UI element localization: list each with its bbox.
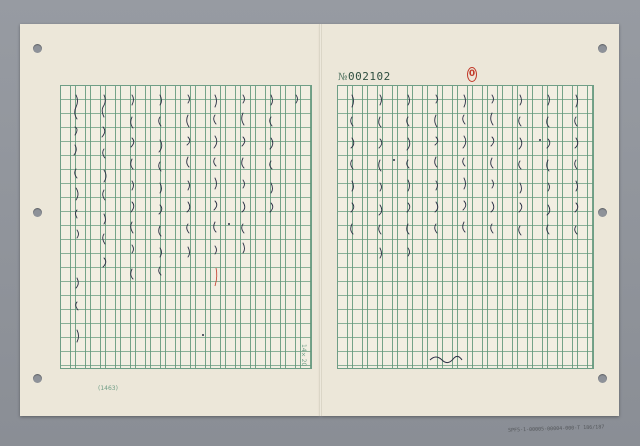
archive-note: SPF5-1-00005-00004-000-T 186/187 <box>507 424 605 434</box>
red-stamp-mark: 0 <box>467 67 477 82</box>
serial-prefix: № <box>338 72 348 83</box>
serial-digits: 002102 <box>347 70 391 83</box>
footer-mark: 14×20 <box>300 344 307 367</box>
form-label-left: (1463) <box>98 385 118 392</box>
